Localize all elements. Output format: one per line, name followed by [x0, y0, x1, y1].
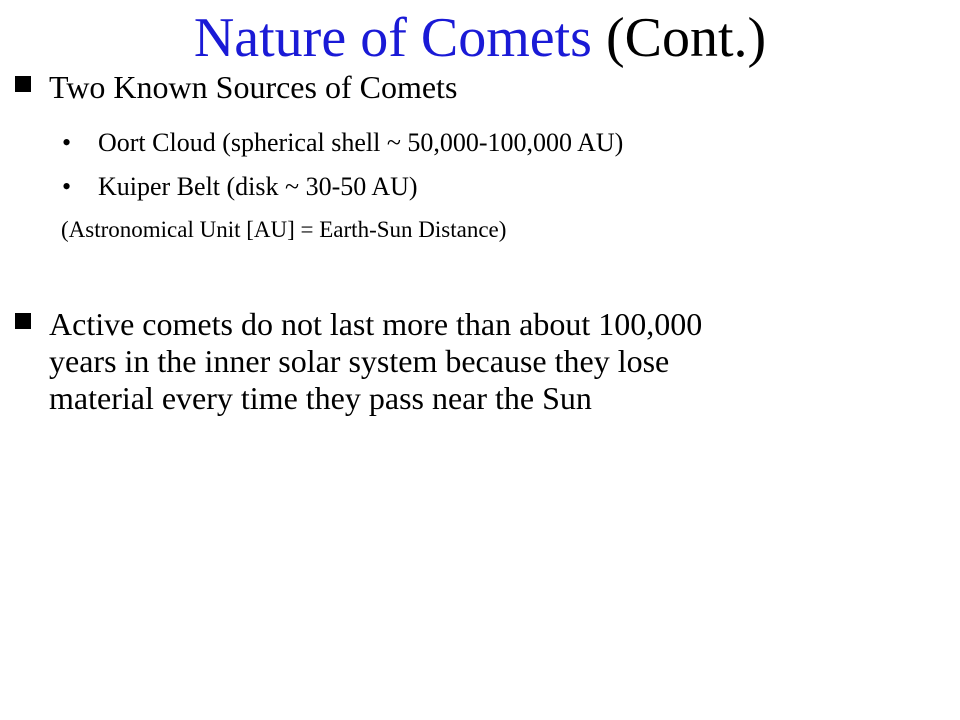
title-main: Nature of Comets [193, 7, 592, 69]
section1-heading: Two Known Sources of Comets [49, 69, 458, 105]
section2-line-1: Active comets do not last more than about 100,000 [49, 306, 703, 342]
round-bullet-icon: • [62, 172, 72, 201]
slide-title [0, 4, 960, 72]
au-definition-note: (Astronomical Unit [AU] = Earth-Sun Distance) [61, 217, 507, 242]
round-bullet-icon: • [62, 128, 72, 157]
section2-line-2: years in the inner solar system because they lose [49, 343, 670, 379]
square-bullet-icon [15, 313, 31, 329]
section2-line-3: material every time they pass near the Sun [49, 380, 592, 416]
title-suffix: (Cont.) [591, 7, 767, 69]
square-bullet-icon [15, 76, 31, 92]
section1-item-kuiper: Kuiper Belt (disk ~ 30-50 AU) [98, 172, 418, 201]
section1-item-oort: Oort Cloud (spherical shell ~ 50,000-100,000 AU) [98, 128, 624, 157]
